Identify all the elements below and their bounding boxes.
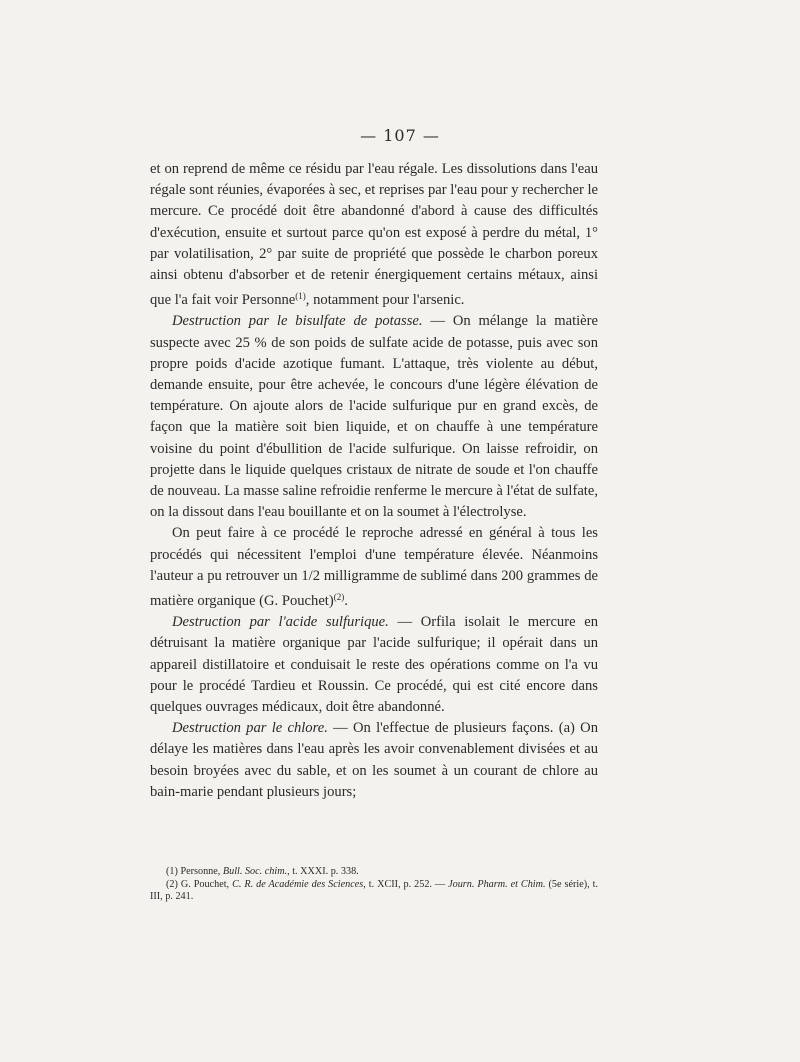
footnote-1-mark: (1) (166, 866, 178, 877)
paragraph-1-text: et on reprend de même ce résidu par l'eau régale. Les dissolutions dans l'eau régale sont réunies, évaporées à sec, et reprises par l'eau pour y rechercher le mercure. Ce procédé doit être abandonné d'abord à cause des difficultés d'exécution, ensuite et surtout parce qu'on est exposé à perdre du métal, 1° par volatilisation, 2° par suite de propriété que possède le charbon poreux ainsi obtenu d'absorber et de retenir énergiquement certains métaux, ainsi que l'a fait voir Personne (150, 161, 598, 309)
footnote-1-author: Personne, (180, 866, 223, 877)
paragraph-3-end: . (344, 593, 348, 610)
footnote-1-source: Bull. Soc. chim. (222, 866, 288, 877)
paragraph-1 (150, 159, 598, 311)
footnotes (150, 866, 598, 904)
footnote-2-author: G. Pouchet, (180, 878, 233, 890)
paragraph-3-text: On peut faire à ce procédé le reproche adressé en général à tous les procédés qui nécessitent l'emploi d'une température élevée. Néanmoins l'auteur a pu retrouver un 1/2 milligramme de sublimé dans 200 grammes de matière organique (G. Pouchet) (150, 525, 598, 610)
footnote-2-mark: (2) (166, 878, 178, 890)
footnote-2-source2: Journ. Pharm. et Chim. (448, 878, 546, 890)
paragraph-3 (150, 523, 598, 612)
paragraph-5 (150, 718, 598, 803)
section-heading-sulfurique: Destruction par l'acide sulfurique. (172, 614, 389, 631)
footnote-2 (150, 879, 598, 904)
footnote-2-rest: (5e série), t. III, p. 241. (150, 878, 598, 902)
footnote-2-mid: , t. XCII, p. 252. — (363, 878, 449, 890)
paragraph-4 (150, 612, 598, 718)
paragraph-1-end: , notamment pour l'arsenic. (305, 292, 465, 309)
footnote-ref-1: (1) (295, 291, 306, 302)
footnote-ref-2: (2) (333, 592, 345, 603)
footnote-2-source: C. R. de Académie des Sciences (232, 878, 364, 890)
paragraph-5-text: — On l'effectue de plusieurs façons. (a) On délaye les matières dans l'eau après les avoir convenablement divisées et au besoin broyées avec du sable, et on les soumet à un courant de chlore au bain-marie pendant plusieurs jours; (150, 720, 598, 800)
footnote-1-rest: , t. XXXI. p. 338. (287, 866, 359, 877)
page-number: — 107 — (360, 126, 440, 145)
paragraph-2-text: — On mélange la matière suspecte avec 25 % de son poids de sulfate acide de potasse, puis avec son propre poids d'acide azotique fumant. L'attaque, très violente au début, demande ensuite, pour être achevée, le concours d'une légère élévation de température. On ajoute alors de l'acide sulfurique pur en grand excès, de façon que la matière soit bien liquide, et on chauffe à une température voisine du point d'ébullition de l'acide sulfurique. On laisse refroidir, on projette dans le liquide quelques cristaux de nitrate de soude et l'on chauffe de nouveau. La masse saline refroidie renferme le mercure à l'état de sulfate, on la dissout dans l'eau bouillante et on la soumet à l'électrolyse. (150, 313, 598, 521)
section-heading-bisulfate: Destruction par le bisulfate de potasse. (172, 313, 423, 330)
paragraph-4-text: — Orfila isolait le mercure en détruisant la matière organique par l'acide sulfurique; il opérait dans un appareil distillatoire et conduisait le reste des opérations comme on l'a vu pour le procédé Tardieu et Roussin. Ce procédé, qui est cité encore dans quelques ouvrages médicaux, doit être abandonné. (150, 614, 598, 716)
footnote-1 (150, 866, 598, 879)
footnote-divider (150, 853, 230, 854)
section-heading-chlore: Destruction par le chlore. (172, 720, 328, 737)
body-text (150, 159, 598, 803)
paragraph-2 (150, 311, 598, 523)
